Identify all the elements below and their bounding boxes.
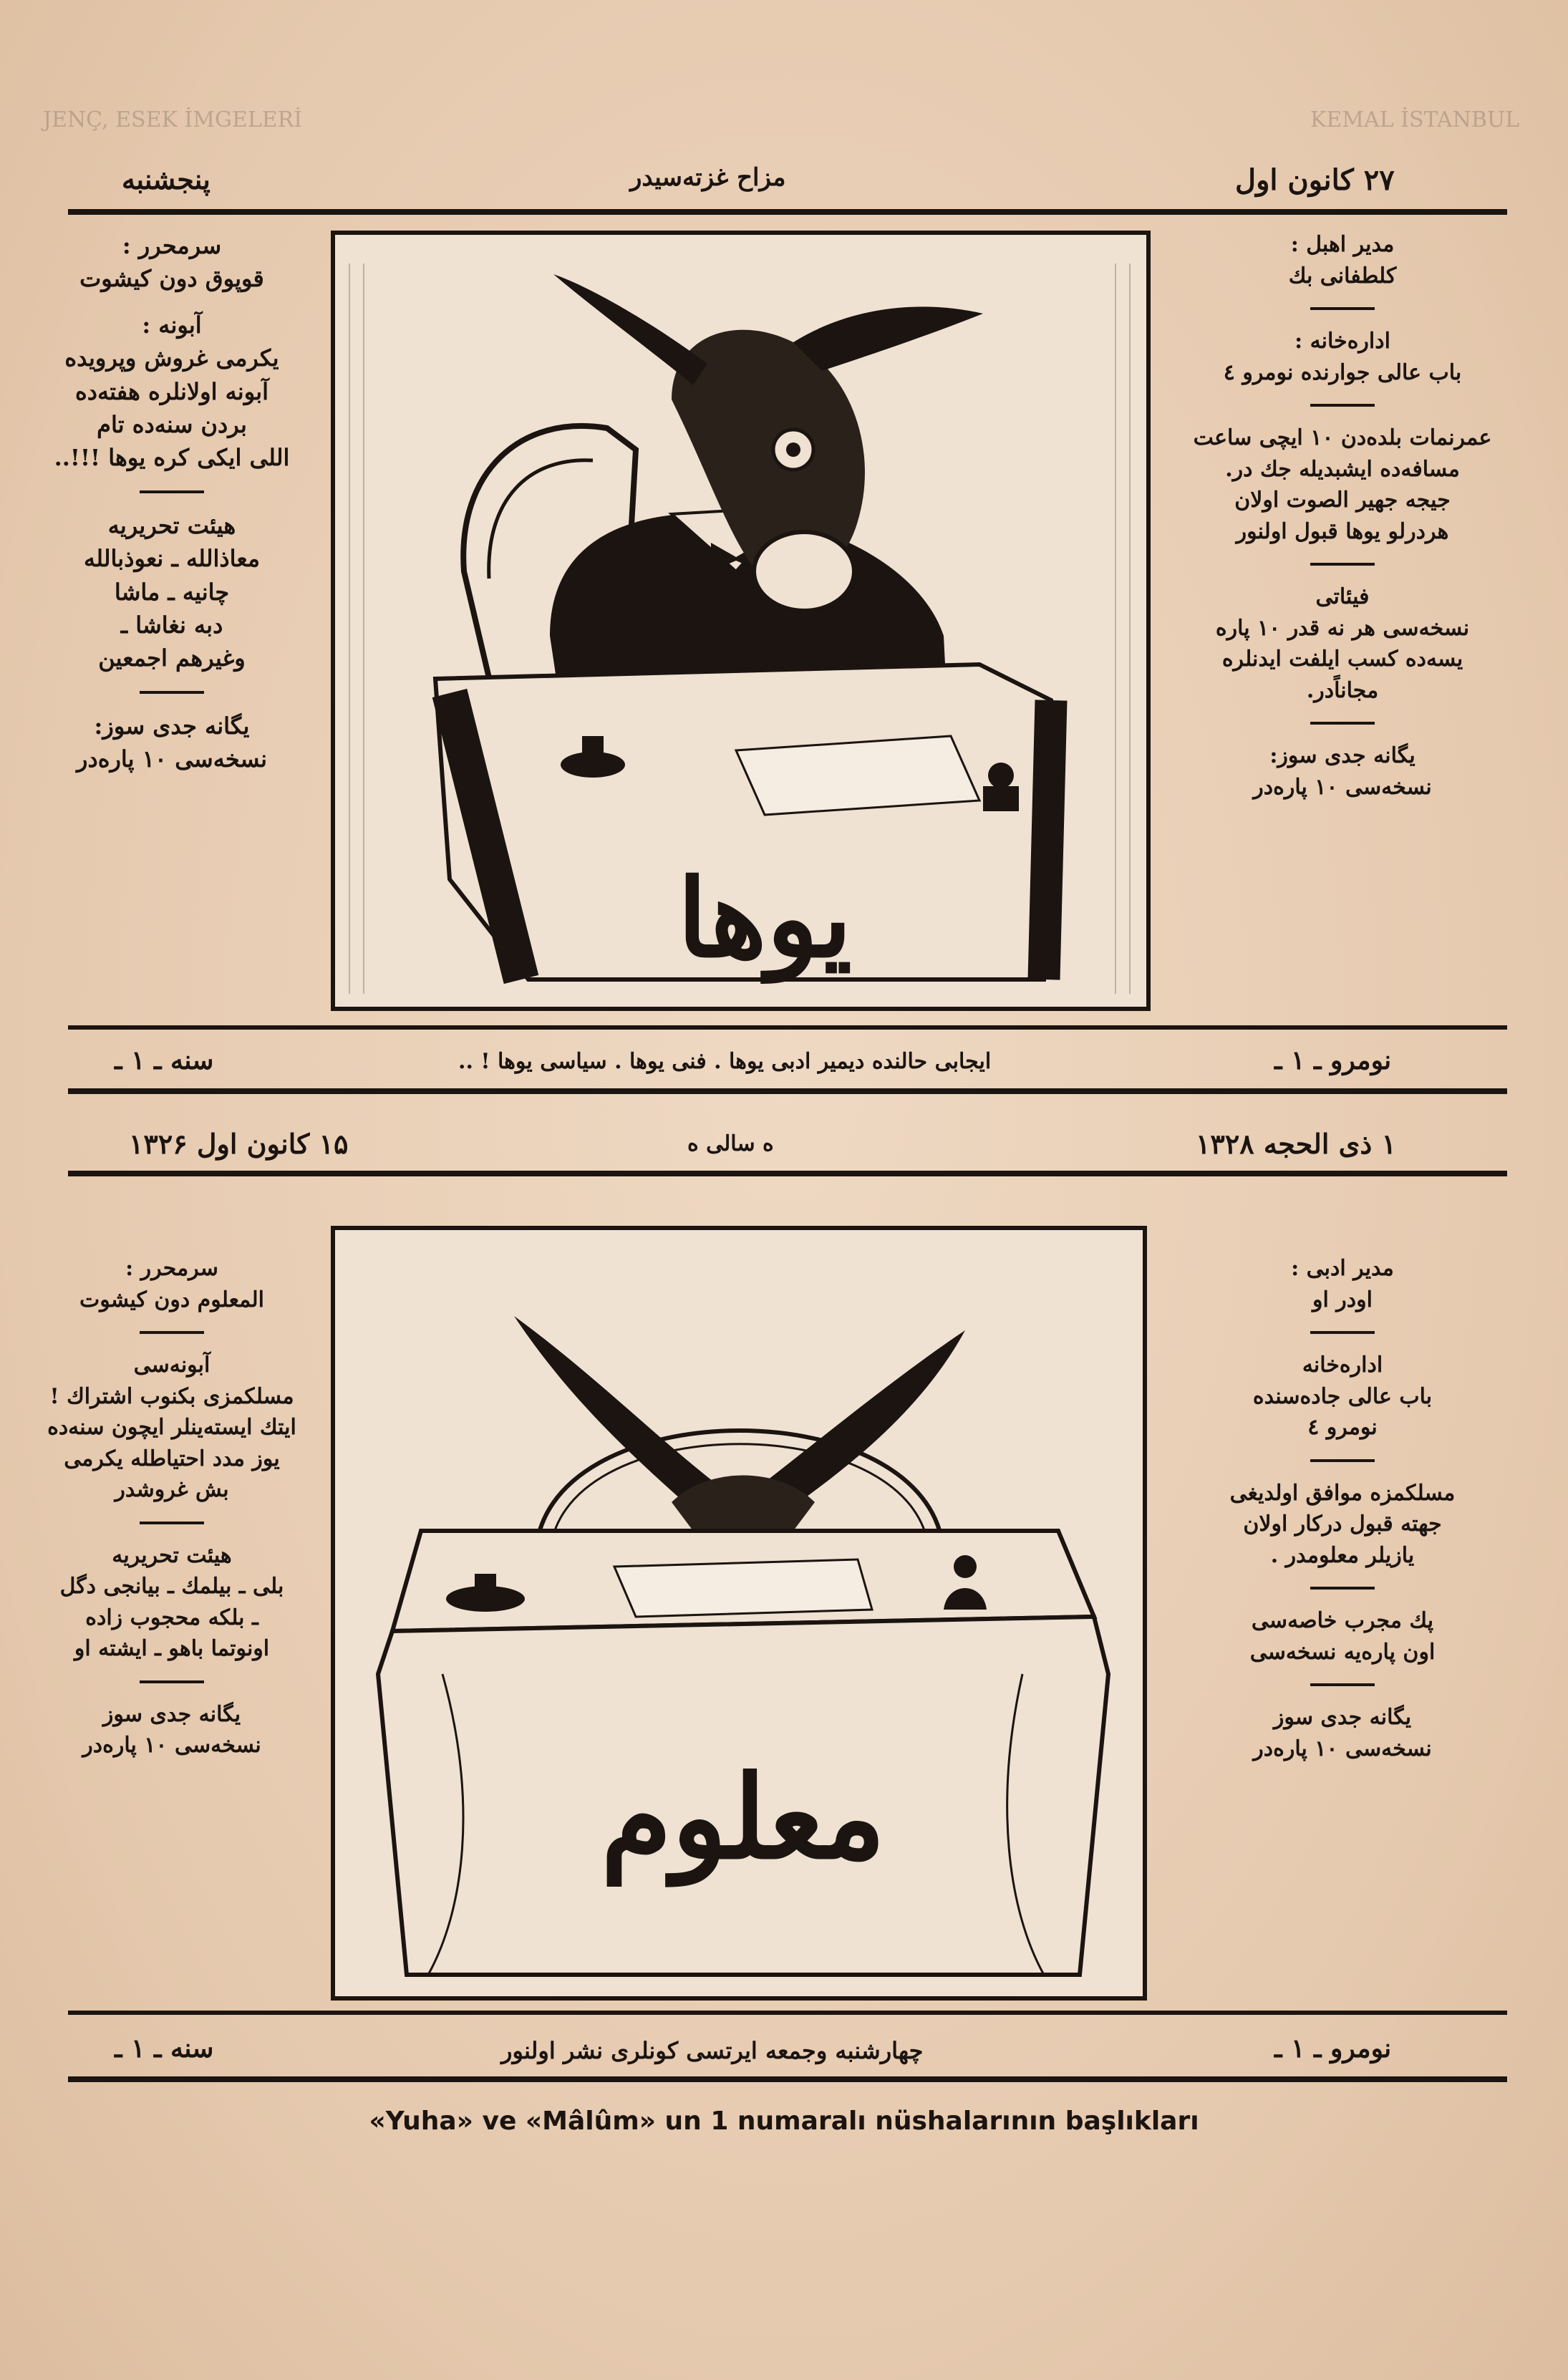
bleed-header-right: KEMAL İSTANBUL xyxy=(1310,107,1520,132)
board-line-4: وغیرهم اجمعین xyxy=(98,644,246,672)
yuha-top-day: پنجشنبه xyxy=(122,163,210,195)
info-line-2: مسافه‌ده ایشبدیله جك در. xyxy=(1225,456,1460,482)
yuha-sene: سنه ـ ۱ ـ xyxy=(115,1045,214,1075)
subscription-line-4: اللی ایكی كره یوها !!!.. xyxy=(54,444,290,472)
board-line-1: معاذالله ـ نعوذبالله xyxy=(84,545,260,573)
separator xyxy=(1310,404,1375,407)
price-line-1: پك مجرب خاصه‌سی xyxy=(1251,1608,1434,1633)
price-line-1: نسخه‌سی هر نه قدر ۱۰ پاره xyxy=(1215,615,1470,641)
director-name: اودر او xyxy=(1312,1287,1373,1312)
subscription-line-3: بردن سنه‌ده تام xyxy=(97,410,247,438)
info-line-1: مسلكمزه موافق اولدیغی xyxy=(1229,1480,1456,1506)
price-line-2: یسه‌ده كسب ایلفت ایدنلره xyxy=(1221,647,1463,672)
malum-top-rule xyxy=(68,1171,1507,1176)
separator xyxy=(1310,563,1375,566)
board-line-1: بلی ـ بیلمك ـ بیانجی دگل xyxy=(59,1574,284,1599)
separator xyxy=(1310,1683,1375,1686)
malum-sene: سنه ـ ۱ ـ xyxy=(115,2033,214,2064)
separator xyxy=(140,490,204,493)
editor-label: سرمحرر : xyxy=(125,1256,218,1281)
board-label: هیئت تحریریه xyxy=(112,1542,232,1568)
malum-date-center: ه سالی ه xyxy=(687,1131,774,1156)
office-label: اداره‌خانه : xyxy=(1294,329,1390,354)
subscription-line-1: یكرمی غروش وپرویده xyxy=(64,344,279,372)
editor-name: المعلوم دون كیشوت xyxy=(79,1287,264,1312)
office-label: اداره‌خانه xyxy=(1302,1353,1383,1378)
subscription-line-2: آبونه اولانلره هفته‌ده xyxy=(74,377,269,405)
separator xyxy=(1310,1587,1375,1590)
motto-label: یگانه جدی سوز xyxy=(102,1701,241,1727)
editor-name: قوپوق دون كیشوت xyxy=(79,265,264,293)
motto-label: یگانه جدی سوز xyxy=(1273,1705,1412,1730)
malum-band-top-rule xyxy=(68,2011,1507,2015)
subscription-line-2: ایتك ایسته‌ینلر ایچون سنه‌ده xyxy=(47,1415,296,1440)
separator xyxy=(1310,1459,1375,1462)
director-label: مدیر ادبی : xyxy=(1291,1256,1394,1281)
office-address: باب عالی جوارنده نومرو ٤ xyxy=(1223,359,1462,385)
board-line-3: اونوتما باهو ـ ایشته او xyxy=(74,1636,270,1661)
yuha-numero: نومرو ـ ۱ ـ xyxy=(1274,1045,1392,1075)
subscription-line-3: یوز مدد احتیاطله یكرمی xyxy=(64,1446,280,1471)
separator xyxy=(140,1331,204,1334)
subscription-line-1: مسلكمزی بكنوب اشتراك ! xyxy=(49,1383,294,1409)
price-label: فیئاتی xyxy=(1315,584,1370,609)
malum-illustration xyxy=(331,1226,1147,2001)
price-line-3: مجاناًدر. xyxy=(1306,677,1379,703)
bleed-header-left: JENÇ, ESEK İMGELERİ xyxy=(43,107,303,132)
yuha-right-column xyxy=(1160,229,1525,803)
separator xyxy=(140,1522,204,1524)
separator xyxy=(140,1680,204,1683)
figure-caption: «Yuha» ve «Mâlûm» un 1 numaralı nüshalarının başlıkları xyxy=(369,2106,1199,2136)
malum-right-column xyxy=(1160,1253,1525,1764)
price-line: نسخه‌سی ۱۰ پاره‌در xyxy=(77,745,267,773)
subscription-label: آبونه‌سی xyxy=(133,1353,210,1378)
yuha-top-center: مزاح غزته‌سیدر xyxy=(630,163,786,192)
yuha-illustration xyxy=(331,231,1151,1011)
board-label: هیئت تحریریه xyxy=(107,511,236,539)
yuha-band-bottom-rule xyxy=(68,1088,1507,1094)
office-number: نومرو ٤ xyxy=(1307,1415,1378,1440)
info-line-1: عمرنمات بلده‌دن ۱۰ ایچی ساعت xyxy=(1193,425,1492,450)
yuha-top-rule xyxy=(68,209,1507,215)
malum-date-right: ۱ ذی الحجه ۱۳۲۸ xyxy=(1196,1128,1396,1160)
price-line: نسخه‌سی ۱۰ پاره‌در xyxy=(1253,1736,1432,1761)
separator xyxy=(140,691,204,694)
yuha-left-column xyxy=(43,229,301,775)
price-line-2: اون پاره‌یه نسخه‌سی xyxy=(1249,1639,1436,1665)
separator xyxy=(1310,722,1375,725)
office-address: باب عالی جاده‌سنده xyxy=(1252,1383,1433,1409)
price-line: نسخه‌سی ۱۰ پاره‌در xyxy=(1253,774,1432,800)
yuha-band-top-rule xyxy=(68,1025,1507,1030)
separator xyxy=(1310,307,1375,310)
director-label: مدیر اهبل : xyxy=(1290,232,1395,257)
malum-motto: چهارشنبه وجمعه ایرتسی كونلری نشر اولنور xyxy=(501,2037,924,2064)
separator xyxy=(1310,1331,1375,1334)
motto-label: یگانه جدی سوز: xyxy=(1269,743,1415,768)
board-line-3: دبه نغاشا ـ xyxy=(120,611,223,639)
price-line: نسخه‌سی ۱۰ پاره‌در xyxy=(82,1733,261,1758)
info-line-4: هردرلو یوها قبول اولنور xyxy=(1236,518,1449,544)
yuha-top-date: ۲۷ كانون اول xyxy=(1235,163,1395,197)
motto-label: یگانه جدی سوز: xyxy=(94,712,250,740)
subscription-label: آبونه : xyxy=(142,311,202,339)
malum-band-bottom-rule xyxy=(68,2076,1507,2082)
malum-numero: نومرو ـ ۱ ـ xyxy=(1274,2033,1392,2064)
info-line-2: جهته قبول دركار اولان xyxy=(1243,1511,1442,1537)
malum-date-left: ۱۵ كانون اول ۱۳۲۶ xyxy=(129,1128,349,1160)
yuha-motto: ایجابی حالنده دیمیر ادبی یوها . فنی یوها . سیاسی یوها ! .. xyxy=(458,1049,992,1074)
masthead-yuha: یوها xyxy=(677,856,853,982)
info-line-3: جیجه جهیر الصوت اولان xyxy=(1234,488,1451,513)
subscription-line-4: بش غروشدر xyxy=(115,1477,229,1502)
masthead-malum: معلوم xyxy=(601,1750,886,1885)
director-name: كلطفانی بك xyxy=(1288,263,1397,289)
board-line-2: ـ بلكه محجوب زاده xyxy=(85,1605,258,1630)
editor-label: سرمحرر : xyxy=(122,232,222,259)
malum-left-column xyxy=(43,1253,301,1761)
board-line-2: چانیه ـ ماشا xyxy=(114,578,230,606)
info-line-3: یازیلر معلومدر . xyxy=(1270,1542,1415,1568)
